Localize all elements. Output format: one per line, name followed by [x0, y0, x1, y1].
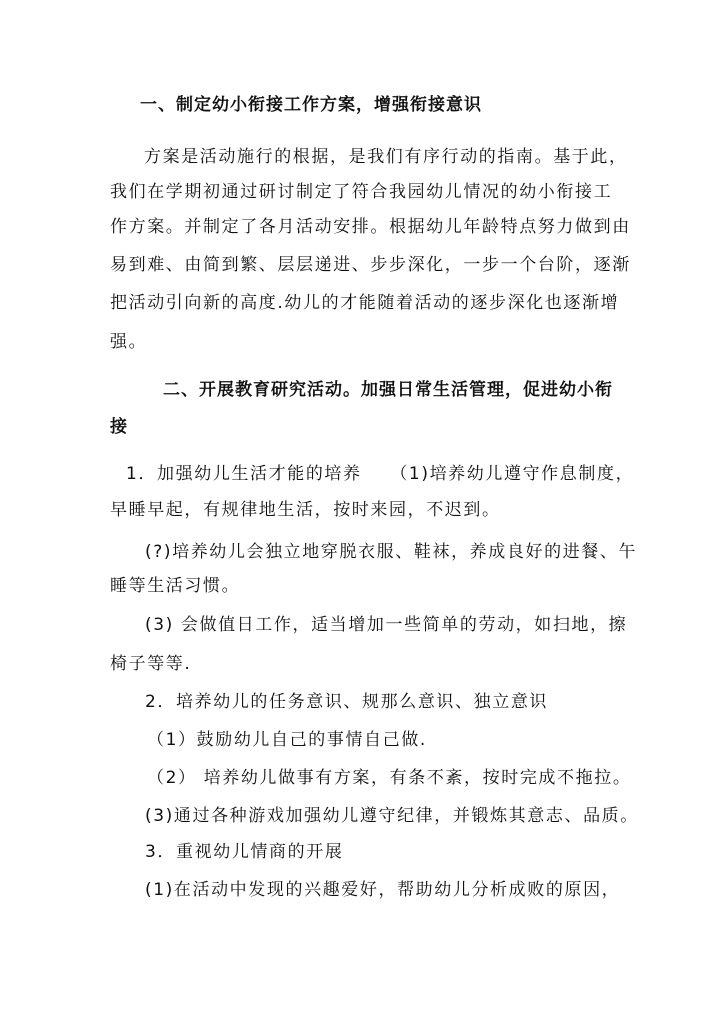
section-1-paragraph-line: 我们在学期初通过研讨制定了符合我园幼儿情况的幼小衔接工 — [110, 182, 613, 202]
item-2-sub-3: (3)通过各种游戏加强幼儿遵守纪律，并锻炼其意志、品质。 — [145, 806, 639, 826]
section-1-paragraph-line: 方案是活动施行的根据，是我们有序行动的指南。基于此， — [144, 147, 628, 167]
item-1-sub-3-line: 椅子等等. — [110, 654, 192, 674]
item-1-sub-2-line: 睡等生活习惯。 — [110, 576, 241, 596]
item-1-line: 1．加强幼儿生活才能的培养 （1)培养幼儿遵守作息制度， — [126, 464, 635, 484]
section-1-heading: 一、制定幼小衔接工作方案，增强衔接意识 — [140, 95, 482, 115]
item-1-sub-3-line: (3) 会做值日工作，适当增加一些简单的劳动，如扫地，擦 — [145, 615, 628, 635]
item-3-title: 3．重视幼儿情商的开展 — [145, 842, 344, 862]
item-1-sub-2-line: (?)培养幼儿会独立地穿脱衣服、鞋袜，养成良好的进餐、午 — [145, 542, 638, 562]
item-2-title: 2．培养幼儿的任务意识、规那么意识、独立意识 — [145, 692, 549, 712]
section-1-paragraph-line: 易到难、由简到繁、层层递进、步步深化，一步一个台阶，逐渐 — [110, 255, 631, 275]
section-2-heading-line: 二、开展教育研究活动。加强日常生活管理，促进幼小衔 — [163, 380, 613, 400]
section-2-heading-line: 接 — [110, 417, 128, 437]
item-1-line: 早睡早起，有规律地生活，按时来园，不迟到。 — [110, 500, 501, 520]
section-1-paragraph-line: 作方案。并制定了各月活动安排。根据幼儿年龄特点努力做到由 — [110, 217, 631, 237]
item-2-sub-1: （1）鼓励幼儿自己的事情自己做. — [147, 730, 427, 750]
section-1-paragraph-line: 把活动引向新的高度.幼儿的才能随着活动的逐步深化也逐渐增 — [110, 293, 620, 313]
item-3-sub-1: (1)在活动中发现的兴趣爱好，帮助幼儿分析成败的原因， — [145, 880, 621, 900]
section-1-paragraph-line: 强。 — [110, 332, 148, 352]
item-2-sub-2: （2） 培养幼儿做事有方案，有条不紊，按时完成不拖拉。 — [147, 768, 632, 788]
